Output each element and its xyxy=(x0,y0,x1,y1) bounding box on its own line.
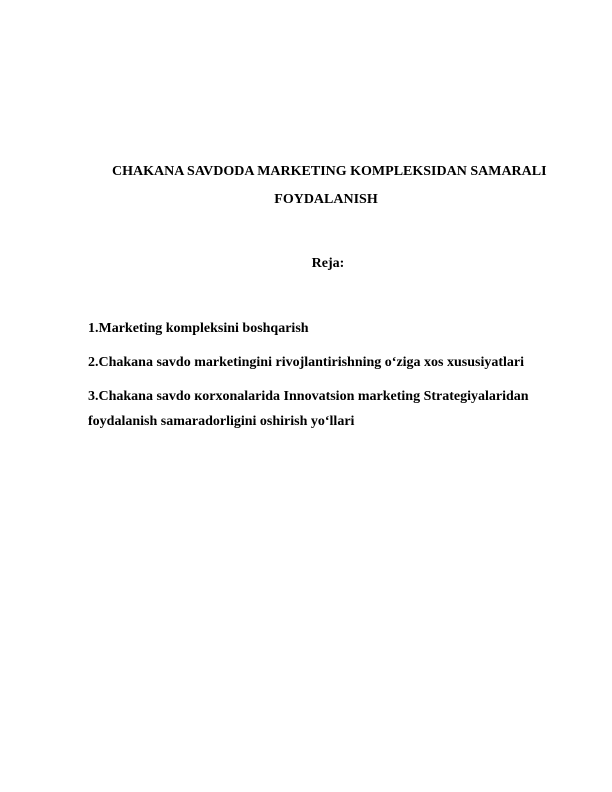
document-title-line-2: FOYDALANISH xyxy=(274,192,378,207)
plan-item-3-line-1: 3.Chakana savdo кorxonalarida Innovatsion marketing Strategiyalaridan xyxy=(88,389,529,404)
plan-item-1: 1.Marketing kompleksini boshqarish xyxy=(88,321,309,336)
document-title-line-1: CHAKANA SAVDODA MARKETING KOMPLEKSIDAN SAMARALI xyxy=(112,164,547,179)
plan-heading: Reja: xyxy=(311,256,345,271)
plan-item-2: 2.Chakana savdo marketingini rivojlantirishning o‘ziga xos xususiyatlari xyxy=(88,355,525,370)
plan-item-3-line-2: foydalanish samaradorligini oshirish yo‘llari xyxy=(88,414,355,429)
